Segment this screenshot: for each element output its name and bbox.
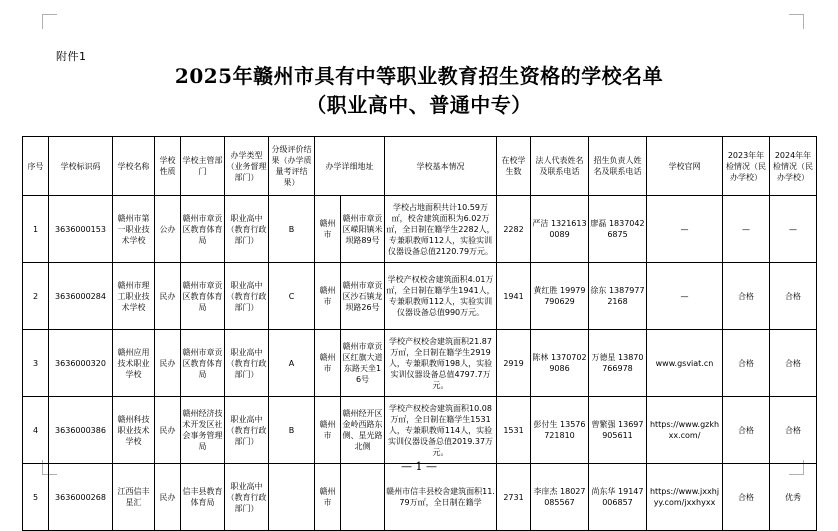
cell-seq: 3 — [23, 330, 49, 397]
cell-description: 学校占地面积共计10.59万㎡，校舍建筑面积为6.02万㎡，全日制在籍学生2282人，专兼职教师112人，实验实训仪器设备总值2120.79万元。 — [385, 196, 497, 263]
cell-address: 赣州市 — [315, 464, 341, 531]
table-row — [23, 196, 817, 263]
cell-seq: 4 — [23, 397, 49, 464]
cell-address-detail: 赣州市章贡区嵘阳镇米坝路89号 — [341, 196, 385, 263]
cell-address-detail: 赣州市章贡区沙石镇龙坝路26号 — [341, 263, 385, 330]
cell-website: — — [647, 263, 723, 330]
attachment-label: 附件1 — [56, 50, 87, 63]
cell-seq: 5 — [23, 464, 49, 531]
cell-nature: 民办 — [155, 397, 181, 464]
table-header-row — [23, 137, 817, 196]
cell-enroll-contact: 廖磊 18370426875 — [589, 196, 647, 263]
cell-grade: A — [269, 330, 315, 397]
cell-type: 职业高中（教育行政部门） — [225, 263, 269, 330]
cell-address: 赣州市 — [315, 330, 341, 397]
cell-check-2023: 合格 — [723, 464, 770, 531]
header-nature: 学校性质 — [155, 137, 181, 196]
cell-legal-rep: 李庠杰 18027085567 — [531, 464, 589, 531]
cell-code: 3636000268 — [49, 464, 113, 531]
crop-mark-top-left — [42, 14, 57, 29]
cell-enroll-contact: 万德星 13870766978 — [589, 330, 647, 397]
cell-description: 赣州市信丰县校舍建筑面积11.79万㎡，全日制在籍学 — [385, 464, 497, 531]
cell-grade: B — [269, 196, 315, 263]
header-address: 办学详细地址 — [315, 137, 385, 196]
cell-authority: 赣州市章贡区教育体育局 — [181, 263, 225, 330]
title-line-2: （职业高中、普通中专） — [306, 93, 532, 117]
cell-legal-rep: 彭付生 13576721810 — [531, 397, 589, 464]
cell-check-2024: — — [770, 196, 817, 263]
header-type: 办学类型（业务督理部门） — [225, 137, 269, 196]
cell-students: 2731 — [497, 464, 531, 531]
cell-address-detail: 赣州经开区金岭西路东侧、星光路北侧 — [341, 397, 385, 464]
cell-check-2024: 合格 — [770, 263, 817, 330]
cell-legal-rep: 严洁 13216130089 — [531, 196, 589, 263]
header-website: 学校官网 — [647, 137, 723, 196]
table-row — [23, 330, 817, 397]
table-row — [23, 263, 817, 330]
cell-description: 学校产权校舍建筑面积21.87万㎡，全日制在籍学生2919人，专兼职教师198人，实验实训仪器设备总值4797.7万元。 — [385, 330, 497, 397]
cell-enroll-contact: 曾繁强 13697905611 — [589, 397, 647, 464]
cell-code: 3636000320 — [49, 330, 113, 397]
cell-grade: C — [269, 263, 315, 330]
cell-legal-rep: 陈林 13707029086 — [531, 330, 589, 397]
cell-check-2024: 合格 — [770, 330, 817, 397]
cell-code: 3636000386 — [49, 397, 113, 464]
title-line-1: 2025年赣州市具有中等职业教育招生资格的学校名单 — [174, 64, 664, 88]
table-row — [23, 464, 817, 531]
cell-nature: 民办 — [155, 464, 181, 531]
cell-nature: 民办 — [155, 263, 181, 330]
cell-check-2024: 合格 — [770, 397, 817, 464]
header-authority: 学校主管部门 — [181, 137, 225, 196]
cell-name: 赣州市第一职业技术学校 — [113, 196, 155, 263]
cell-authority: 赣州市章贡区教育体育局 — [181, 196, 225, 263]
cell-code: 3636000284 — [49, 263, 113, 330]
cell-address-detail — [341, 464, 385, 531]
cell-address: 赣州市 — [315, 263, 341, 330]
cell-seq: 1 — [23, 196, 49, 263]
cell-address-detail: 赣州市章贡区红旗大道东路天坐16号 — [341, 330, 385, 397]
header-check-2024: 2024年年检情况（民办学校） — [770, 137, 817, 196]
cell-name: 赣州应用技术职业学校 — [113, 330, 155, 397]
cell-authority: 赣州市章贡区教育体育局 — [181, 330, 225, 397]
cell-legal-rep: 黄红胜 19979790629 — [531, 263, 589, 330]
cell-seq: 2 — [23, 263, 49, 330]
cell-name: 江西信丰星汇 — [113, 464, 155, 531]
cell-address: 赣州市 — [315, 196, 341, 263]
header-legal-rep: 法人代表姓名及联系电话 — [531, 137, 589, 196]
cell-nature: 民办 — [155, 330, 181, 397]
header-description: 学校基本情况 — [385, 137, 497, 196]
cell-check-2023: 合格 — [723, 330, 770, 397]
cell-check-2023: 合格 — [723, 263, 770, 330]
cell-type: 职业高中（教育行政部门） — [225, 196, 269, 263]
cell-students: 1941 — [497, 263, 531, 330]
cell-website[interactable]: www.gsviat.cn — [647, 330, 723, 397]
page-title — [0, 62, 838, 120]
header-code: 学校标识码 — [49, 137, 113, 196]
cell-authority: 信丰县教育体育局 — [181, 464, 225, 531]
cell-website: — — [647, 196, 723, 263]
header-students: 在校学生数 — [497, 137, 531, 196]
cell-description: 学校产权校舍建筑面积4.01万㎡，全日制在籍学生1941人，专兼职教师112人，实验实训仪器设备总值990万元。 — [385, 263, 497, 330]
cell-address: 赣州市 — [315, 397, 341, 464]
cell-grade: B — [269, 397, 315, 464]
cell-check-2023: 合格 — [723, 397, 770, 464]
header-name: 学校名称 — [113, 137, 155, 196]
cell-type: 职业高中（教育行政部门） — [225, 330, 269, 397]
header-seq: 序号 — [23, 137, 49, 196]
cell-enroll-contact: 徐东 13879772168 — [589, 263, 647, 330]
cell-name: 赣州市理工职业技术学校 — [113, 263, 155, 330]
cell-type: 职业高中（教育行政部门） — [225, 397, 269, 464]
cell-code: 3636000153 — [49, 196, 113, 263]
cell-students: 2919 — [497, 330, 531, 397]
cell-grade — [269, 464, 315, 531]
cell-description: 学校产权校舍建筑面积10.08万㎡，全日制在籍学生1531人，专兼职教师114人，实验实训仪器设备总值2019.37万元。 — [385, 397, 497, 464]
cell-name: 赣州科技职业技术学校 — [113, 397, 155, 464]
cell-website[interactable]: https://www.gzkhxx.com/ — [647, 397, 723, 464]
header-check-2023: 2023年年检情况（民办学校） — [723, 137, 770, 196]
header-grade: 分级评价结果（办学质量考评结果） — [269, 137, 315, 196]
cell-authority: 赣州经济技术开发区社会事务管理局 — [181, 397, 225, 464]
cell-enroll-contact: 尚东华 19147006857 — [589, 464, 647, 531]
cell-type: 职业高中（教育行政部门） — [225, 464, 269, 531]
table-row — [23, 397, 817, 464]
header-enroll-contact: 招生负责人姓名及联系电话 — [589, 137, 647, 196]
cell-students: 1531 — [497, 397, 531, 464]
cell-students: 2282 — [497, 196, 531, 263]
cell-check-2023: — — [723, 196, 770, 263]
page-number: — 1 — — [401, 460, 437, 473]
cell-check-2024: 优秀 — [770, 464, 817, 531]
cell-website[interactable]: https://www.jxxhjyy.com/jxxhyxx — [647, 464, 723, 531]
crop-mark-top-right — [789, 14, 804, 29]
cell-nature: 公办 — [155, 196, 181, 263]
